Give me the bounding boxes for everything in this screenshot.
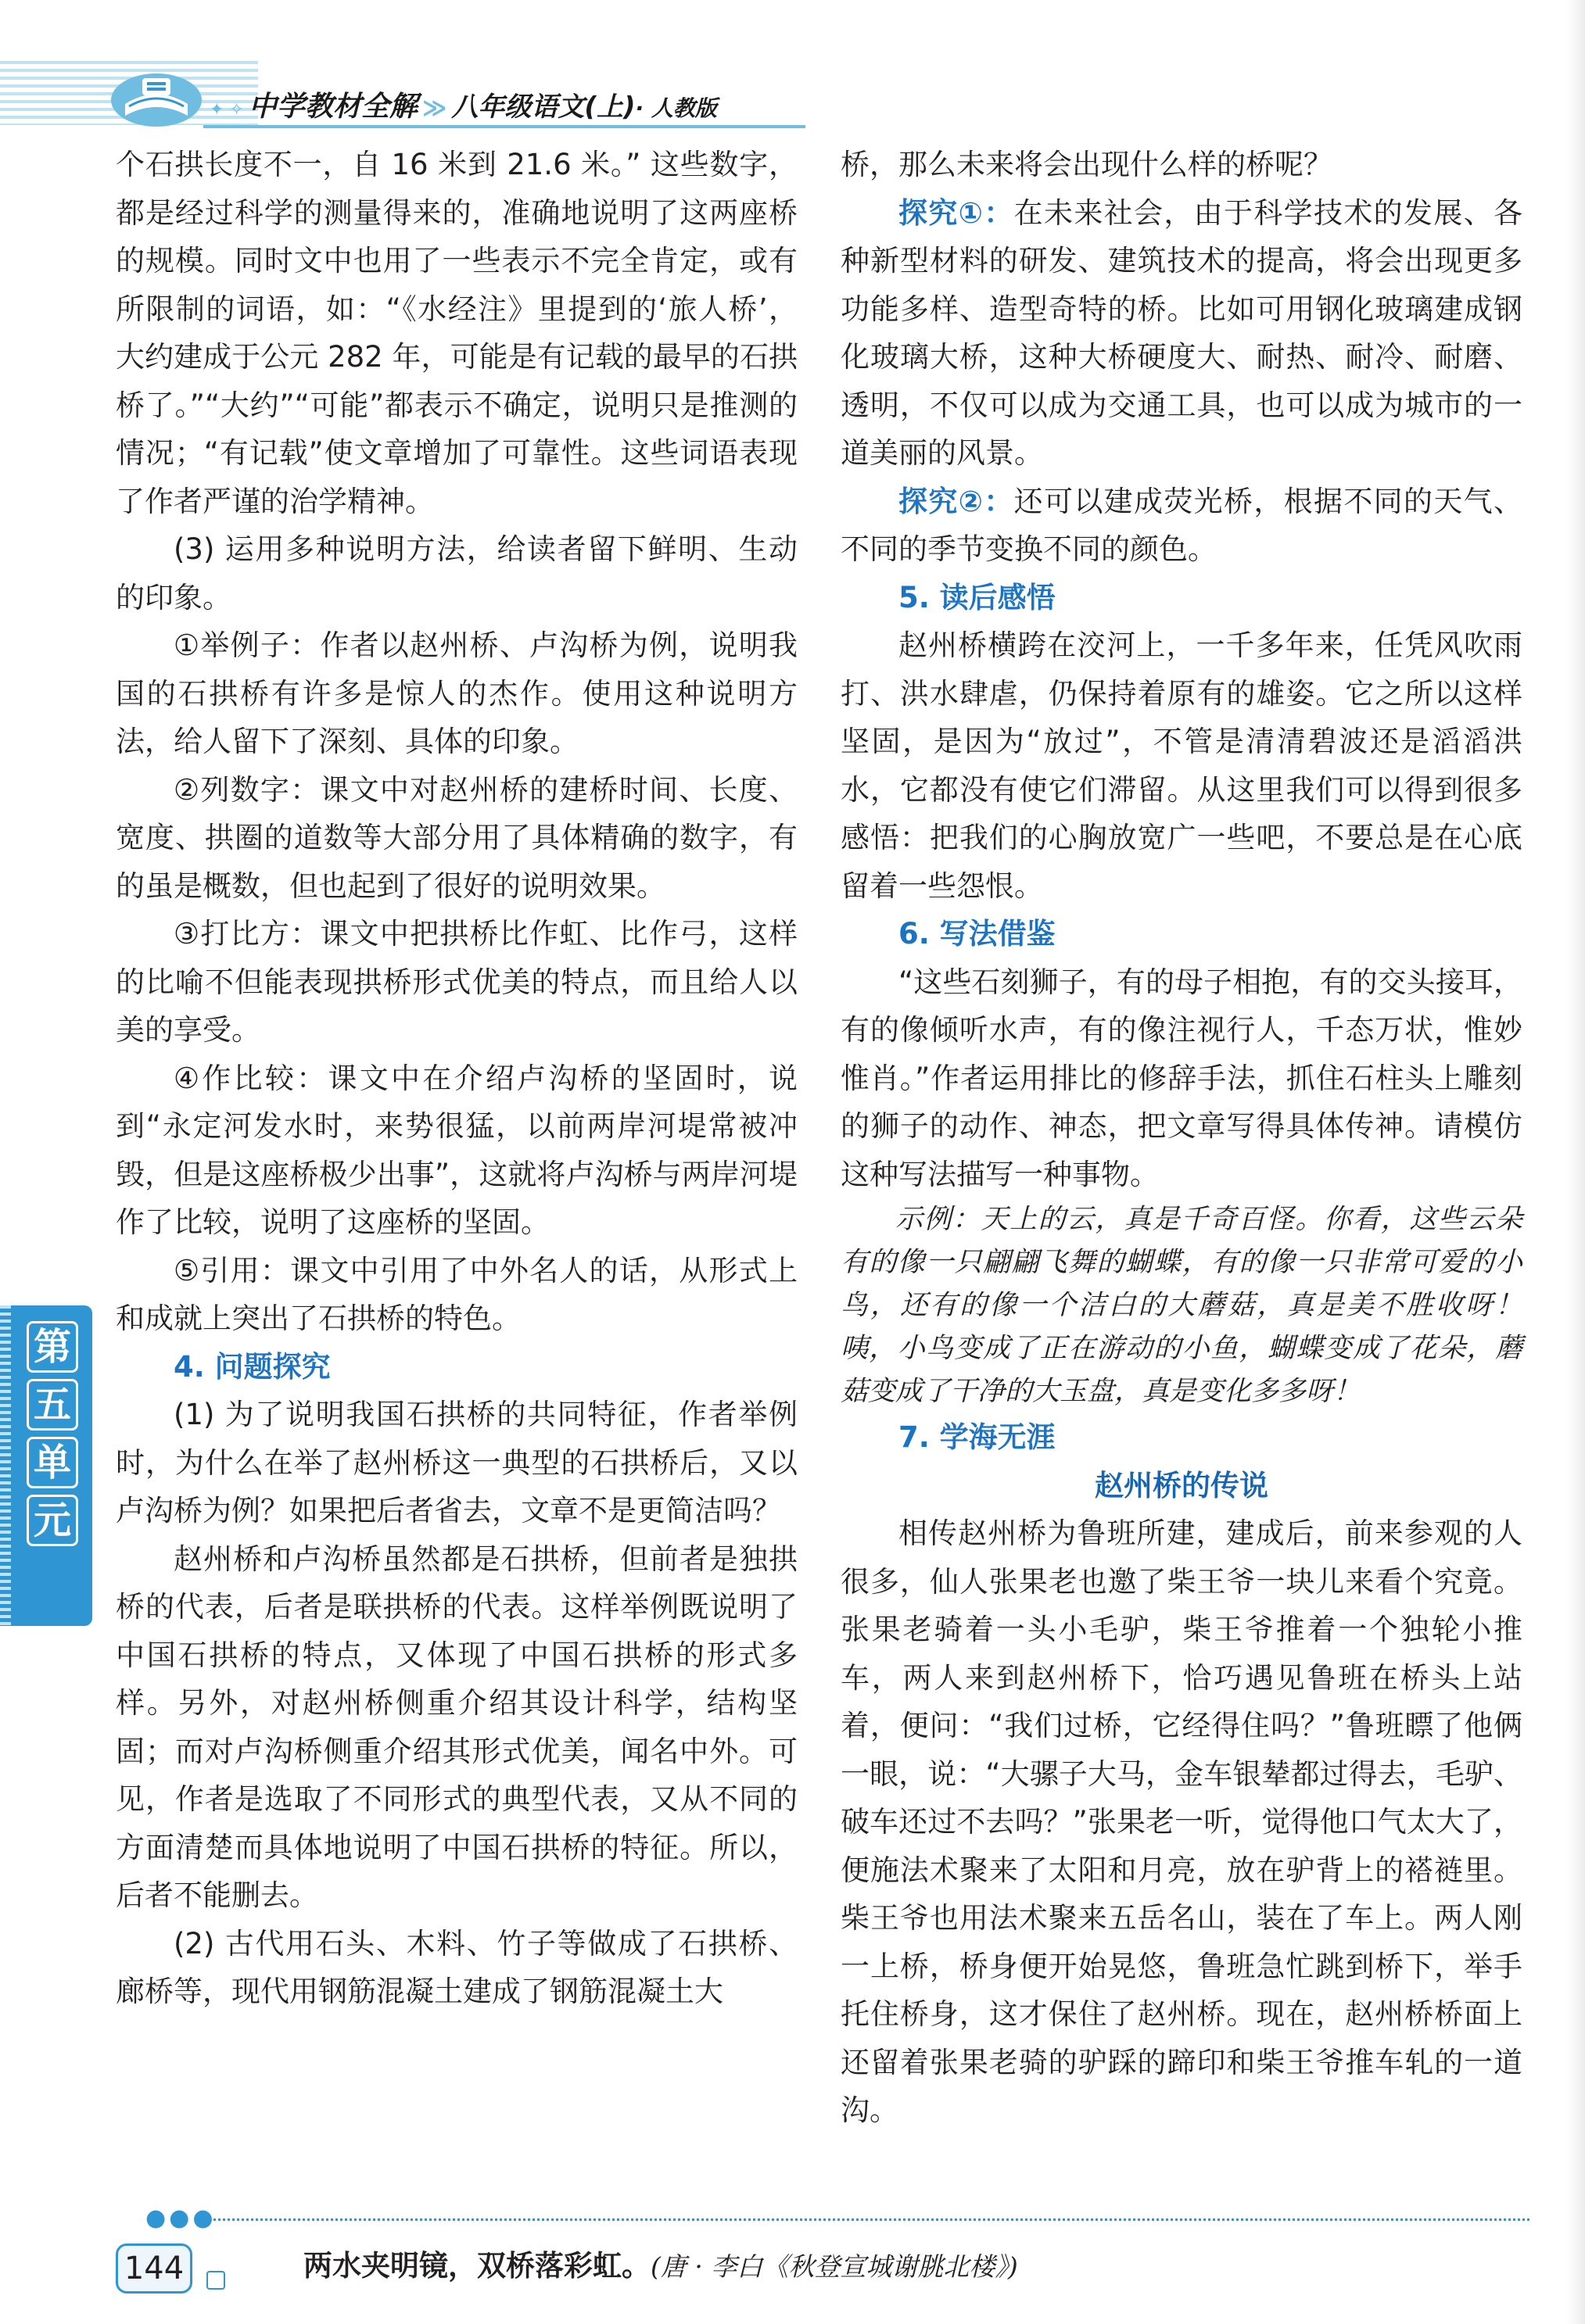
explore-tag: 探究①： <box>898 195 1014 230</box>
story-title: 赵州桥的传说 <box>1095 1468 1268 1502</box>
footer-dots: ●●● <box>145 2204 217 2232</box>
explore-paragraph <box>841 189 1522 478</box>
unit-char: 五 <box>27 1379 78 1431</box>
unit-tab-label <box>27 1321 77 1546</box>
footer-rule <box>200 2218 1529 2221</box>
unit-tab-stripes <box>0 1305 11 1626</box>
quote-source: (唐 · 李白《秋登宣城谢朓北楼》) <box>651 2251 1018 2282</box>
example-paragraph: 示例：天上的云，真是千奇百怪。你看，这些云朵有的像一只翩翩飞舞的蝴蝶，有的像一只非常可爱的小鸟，还有的像一个洁白的大蘑菇，真是美不胜收呀！咦，小鸟变成了正在游动的小鱼，蝴蝶变成了花朵，蘑菇变成了干净的大玉盘，真是变化多多呀！ <box>841 1204 1522 1407</box>
paragraph: 赵州桥和卢沟桥虽然都是石拱桥，但前者是独拱桥的代表，后者是联拱桥的代表。这样举例既说明了中国石拱桥的特点，又体现了中国石拱桥的形式多样。另外，对赵州桥侧重介绍其设计科学，结构坚固；而对卢沟桥侧重介绍其形式优美，闻名中外。可见，作者是选取了不同形式的典型代表，又从不同的方面清楚而具体地说明了中国石拱桥的特征。所以，后者不能删去。 <box>116 1542 798 1912</box>
explore-text: 在未来社会，由于科学技术的发展、各种新型材料的研发、建筑技术的提高，将会出现更多功能多样、造型奇特的桥。比如可用钢化玻璃建成钢化玻璃大桥，这种大桥硬度大、耐热、耐冷、耐磨、透明，不仅可以成为交通工具，也可以成为城市的一道美丽的风景。 <box>841 195 1523 470</box>
footer-quote <box>303 2242 1018 2284</box>
left-column <box>116 141 798 2016</box>
explore-tag: 探究②： <box>898 484 1014 518</box>
section-heading: 7. 学海无涯 <box>898 1420 1056 1454</box>
explore-text: 还可以建成荧光桥，根据不同的天气、不同的季节变换不同的颜色。 <box>841 484 1523 566</box>
paragraph: 个石拱长度不一，自 16 米到 21.6 米。” 这些数字，都是经过科学的测量得来的，准确地说明了这两座桥的规模。同时文中也用了一些表示不完全肯定，或有所限制的词语，如：“《水经注》里提到的‘旅人桥’，大约建成于公元 282 年，可能是有记载的最早的石拱桥了。”“大约”“可能”都表示不确定，说明只是推测的情况；“有记载”使文章增加了可靠性。这些词语表现了作者严谨的治学精神。 <box>116 148 798 518</box>
paragraph: “这些石刻狮子，有的母子相抱，有的交头接耳，有的像倾听水声，有的像注视行人，千态万状，惟妙惟肖。”作者运用排比的修辞手法，抓住石柱头上雕刻的狮子的动作、神态，把文章写得具体传神。请模仿这种写法描写一种事物。 <box>841 965 1522 1191</box>
section-heading: 4. 问题探究 <box>174 1349 331 1384</box>
paragraph: 赵州桥横跨在洨河上，一千多年来，任凭风吹雨打、洪水肆虐，仍保持着原有的雄姿。它之所以这样坚固，是因为“放过”，不管是清清碧波还是滔滔洪水，它都没有使它们滞留。从这里我们可以得到很多感悟：把我们的心胸放宽广一些吧，不要总是在心底留着一些怨恨。 <box>841 628 1522 903</box>
paragraph: (3) 运用多种说明方法，给读者留下鲜明、生动的印象。 <box>116 532 798 614</box>
section-heading: 6. 写法借鉴 <box>898 917 1056 951</box>
unit-char: 元 <box>27 1495 78 1546</box>
quote-text: 两水夹明镜，双桥落彩虹。 <box>303 2249 651 2283</box>
unit-char: 单 <box>27 1437 78 1488</box>
paragraph: (1) 为了说明我国石拱桥的共同特征，作者举例时，为什么在举了赵州桥这一典型的石拱桥后，又以卢沟桥为例？如果把后者省去，文章不是更简洁吗？ <box>116 1398 798 1527</box>
header-rule <box>203 125 805 128</box>
paragraph: 桥，那么未来将会出现什么样的桥呢？ <box>841 148 1332 181</box>
paragraph: ⑤引用：课文中引用了中外名人的话，从形式上和成就上突出了石拱桥的特色。 <box>116 1253 798 1335</box>
page-edge-shadow <box>1566 0 1585 2324</box>
paragraph: 相传赵州桥为鲁班所建，建成后，前来参观的人很多，仙人张果老也邀了柴王爷一块儿来看个究竟。张果老骑着一头小毛驴，柴王爷推着一个独轮小推车，两人来到赵州桥下，恰巧遇见鲁班在桥头上站着，便问：“我们过桥，它经得住吗？”鲁班瞟了他俩一眼，说：“大骡子大马，金车银辇都过得去，毛驴、破车还过不去吗？”张果老一听，觉得他口气太大了，便施法术聚来了太阳和月亮，放在驴背上的褡裢里。柴王爷也用法术聚来五岳名山，装在了车上。两人刚一上桥，桥身便开始晃悠，鲁班急忙跳到桥下，举手托住桥身，这才保住了赵州桥。现在，赵州桥桥面上还留着张果老骑的驴踩的蹄印和柴王爷推车轧的一道沟。 <box>841 1517 1522 2127</box>
decor-stars: ✦ ✧ <box>210 100 244 120</box>
paragraph: ②列数字：课文中对赵州桥的建桥时间、长度、宽度、拱圈的道数等大部分用了具体精确的数字，有的虽是概数，但也起到了很好的说明效果。 <box>116 772 798 903</box>
page-number: 144 <box>116 2243 192 2294</box>
page-box-icon <box>206 2271 225 2290</box>
paragraph: ③打比方：课文中把拱桥比作虹、比作弓，这样的比喻不但能表现拱桥形式优美的特点，而且给人以美的享受。 <box>116 917 798 1047</box>
book-logo-icon <box>102 61 211 131</box>
paragraph: ④作比较：课文中在介绍卢沟桥的坚固时，说到“永定河发水时，来势很猛，以前两岸河堤常被冲毁，但是这座桥极少出事”，这就将卢沟桥与两岸河堤作了比较，说明了这座桥的坚固。 <box>116 1061 798 1239</box>
header-title: 中学教材全解 ≫ 八年级语文(上)· 人教版 <box>249 91 717 123</box>
explore-paragraph <box>841 478 1522 574</box>
paragraph: (2) 古代用石头、木料、竹子等做成了石拱桥、廊桥等，现代用钢筋混凝土建成了钢筋混凝土大 <box>116 1926 798 2008</box>
paragraph: ①举例子：作者以赵州桥、卢沟桥为例，说明我国的石拱桥有许多是惊人的杰作。使用这种说明方法，给人留下了深刻、具体的印象。 <box>116 628 798 758</box>
right-column <box>841 141 1522 2135</box>
unit-char: 第 <box>27 1321 78 1373</box>
example-block <box>841 1198 1522 1413</box>
section-heading: 5. 读后感悟 <box>898 580 1056 614</box>
